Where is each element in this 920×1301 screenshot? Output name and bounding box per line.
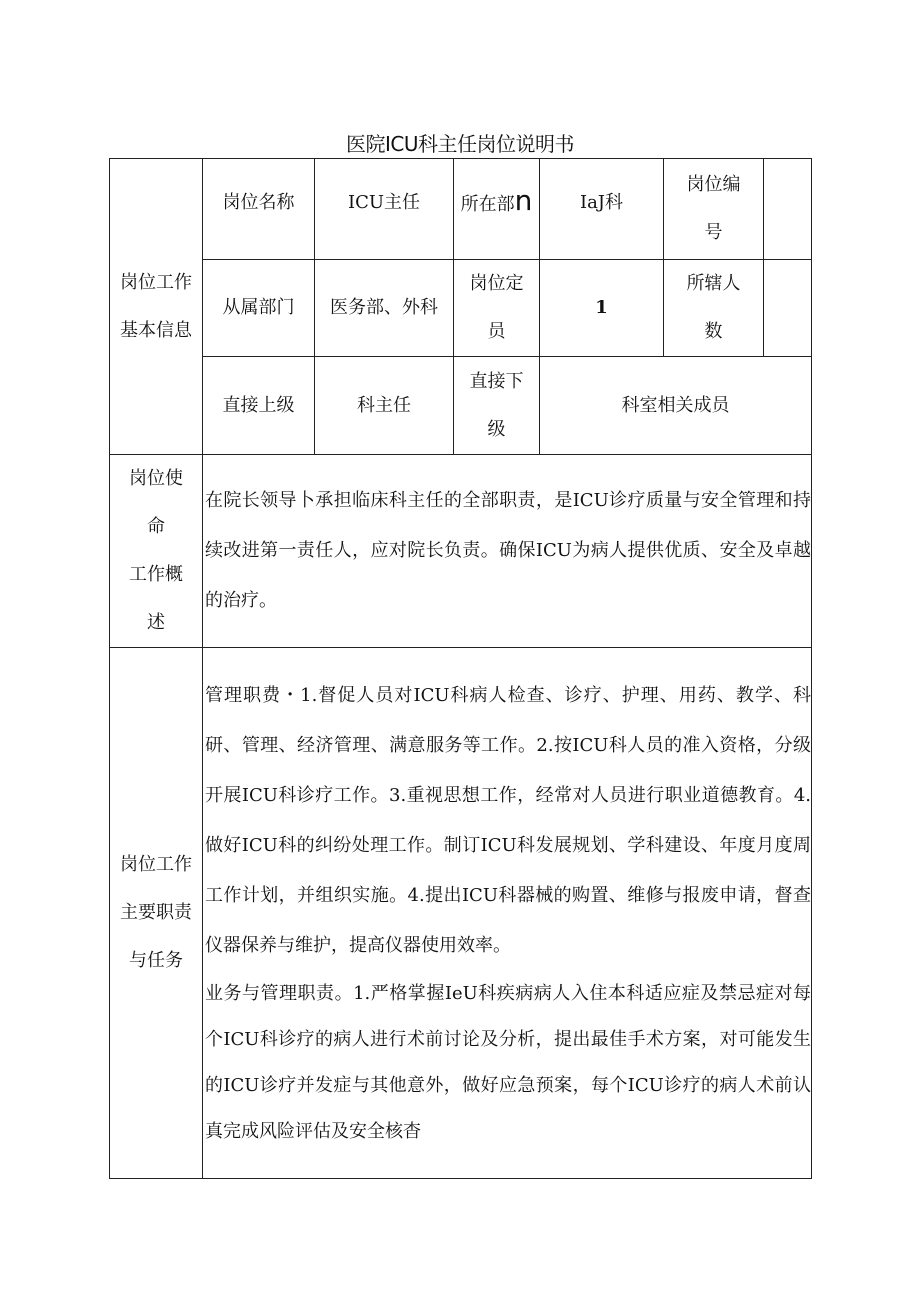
duties-label-line-3: 与任务 xyxy=(129,950,183,971)
page-title: 医院ICU科主任岗位说明书 xyxy=(345,132,574,156)
direct-subordinate-value: 科室相关成员 xyxy=(540,357,812,455)
direct-subordinate-label xyxy=(454,357,540,455)
department-value: IaJ科 xyxy=(540,153,664,254)
subordinate-count-label xyxy=(664,260,764,357)
basic-info-label-line-2: 基本信息 xyxy=(120,319,192,341)
staff-quota-label-line-1: 岗位定 xyxy=(469,273,524,294)
department-label xyxy=(454,153,540,254)
direct-subordinate-label-line-2: 级 xyxy=(487,418,506,440)
mission-label-line-1: 岗位使 xyxy=(129,468,183,489)
position-code-value xyxy=(764,159,812,260)
duties-label xyxy=(110,648,203,1179)
direct-superior-value: 科主任 xyxy=(315,357,454,455)
position-code-label-line-1: 岗位编 xyxy=(686,174,741,195)
mission-label xyxy=(110,455,203,648)
position-name-value: ICU主任 xyxy=(315,153,454,254)
mission-label-line-2: 命 xyxy=(147,516,165,537)
subordinate-count-label-line-2: 数 xyxy=(704,321,723,342)
basic-info-row-2 xyxy=(110,260,812,357)
mission-label-line-3: 工作概 xyxy=(129,564,183,585)
position-name-label: 岗位名称 xyxy=(203,153,315,254)
subordinate-count-label-line-1: 所辖人 xyxy=(686,273,741,294)
basic-info-row-1 xyxy=(110,159,812,260)
mission-text: 在院长领导卜承担临床科主任的全部职责，是ICU诊疗质量与安全管理和持续改进第一责任人，应对院长负责。确保ICU为病人提供优质、安全及卓越的治疗。 xyxy=(205,490,811,611)
department-label-glyph: n xyxy=(514,184,533,217)
basic-info-label-line-1: 岗位工作 xyxy=(120,271,192,293)
mission-text-cell xyxy=(203,455,812,648)
position-code-label xyxy=(664,159,764,260)
mission-label-line-4: 述 xyxy=(147,612,165,633)
position-code-label-line-2: 号 xyxy=(704,222,723,243)
duties-paragraph-management: 管理职费・1.督促人员对ICU科病人检查、诊疗、护理、用药、教学、科研、管理、经济管理、满意服务等工作。2.按ICU科人员的准入资格，分级开展ICU科诊疗工作。3.重视思想工作，经常对人员进行职业道德教育。4.做好ICU科的纠纷处理工作。制订ICU科发展规划、学科建设、年度月度周工作计划，并组织实施。4.提出ICU科器械的购置、维修与报废申请，督查仪器保养与维护，提高仪器使用效率。 xyxy=(205,685,811,956)
staff-quota-label xyxy=(454,260,540,357)
mission-row xyxy=(110,455,812,648)
duties-paragraph-business: 业务与管理职责。1.严格掌握IeU科疾病病人入住本科适应症及禁忌症对每个ICU科诊疗的病人进行术前讨论及分析，提出最佳手术方案，对可能发生的ICU诊疗并发症与其他意外，做好应急预案，每个ICU诊疗的病人术前认真完成风险评估及安全核杳 xyxy=(205,983,811,1142)
duties-text-cell xyxy=(203,648,812,1179)
affiliated-dept-label: 从属部门 xyxy=(203,260,315,357)
duties-label-line-2: 主要职责 xyxy=(120,902,192,923)
direct-superior-label: 直接上级 xyxy=(203,357,315,455)
basic-info-label xyxy=(110,159,203,455)
staff-quota-label-line-2: 员 xyxy=(487,321,506,342)
basic-info-row-3 xyxy=(110,357,812,455)
direct-subordinate-label-line-1: 直接下 xyxy=(469,370,524,392)
duties-label-line-1: 岗位工作 xyxy=(120,854,192,875)
department-label-text: 所在部 xyxy=(460,194,515,215)
subordinate-count-value xyxy=(764,260,812,357)
job-description-table xyxy=(109,158,812,1179)
duties-row xyxy=(110,648,812,1179)
staff-quota-value: 1 xyxy=(540,260,664,357)
affiliated-dept-value: 医务部、外科 xyxy=(315,260,454,357)
